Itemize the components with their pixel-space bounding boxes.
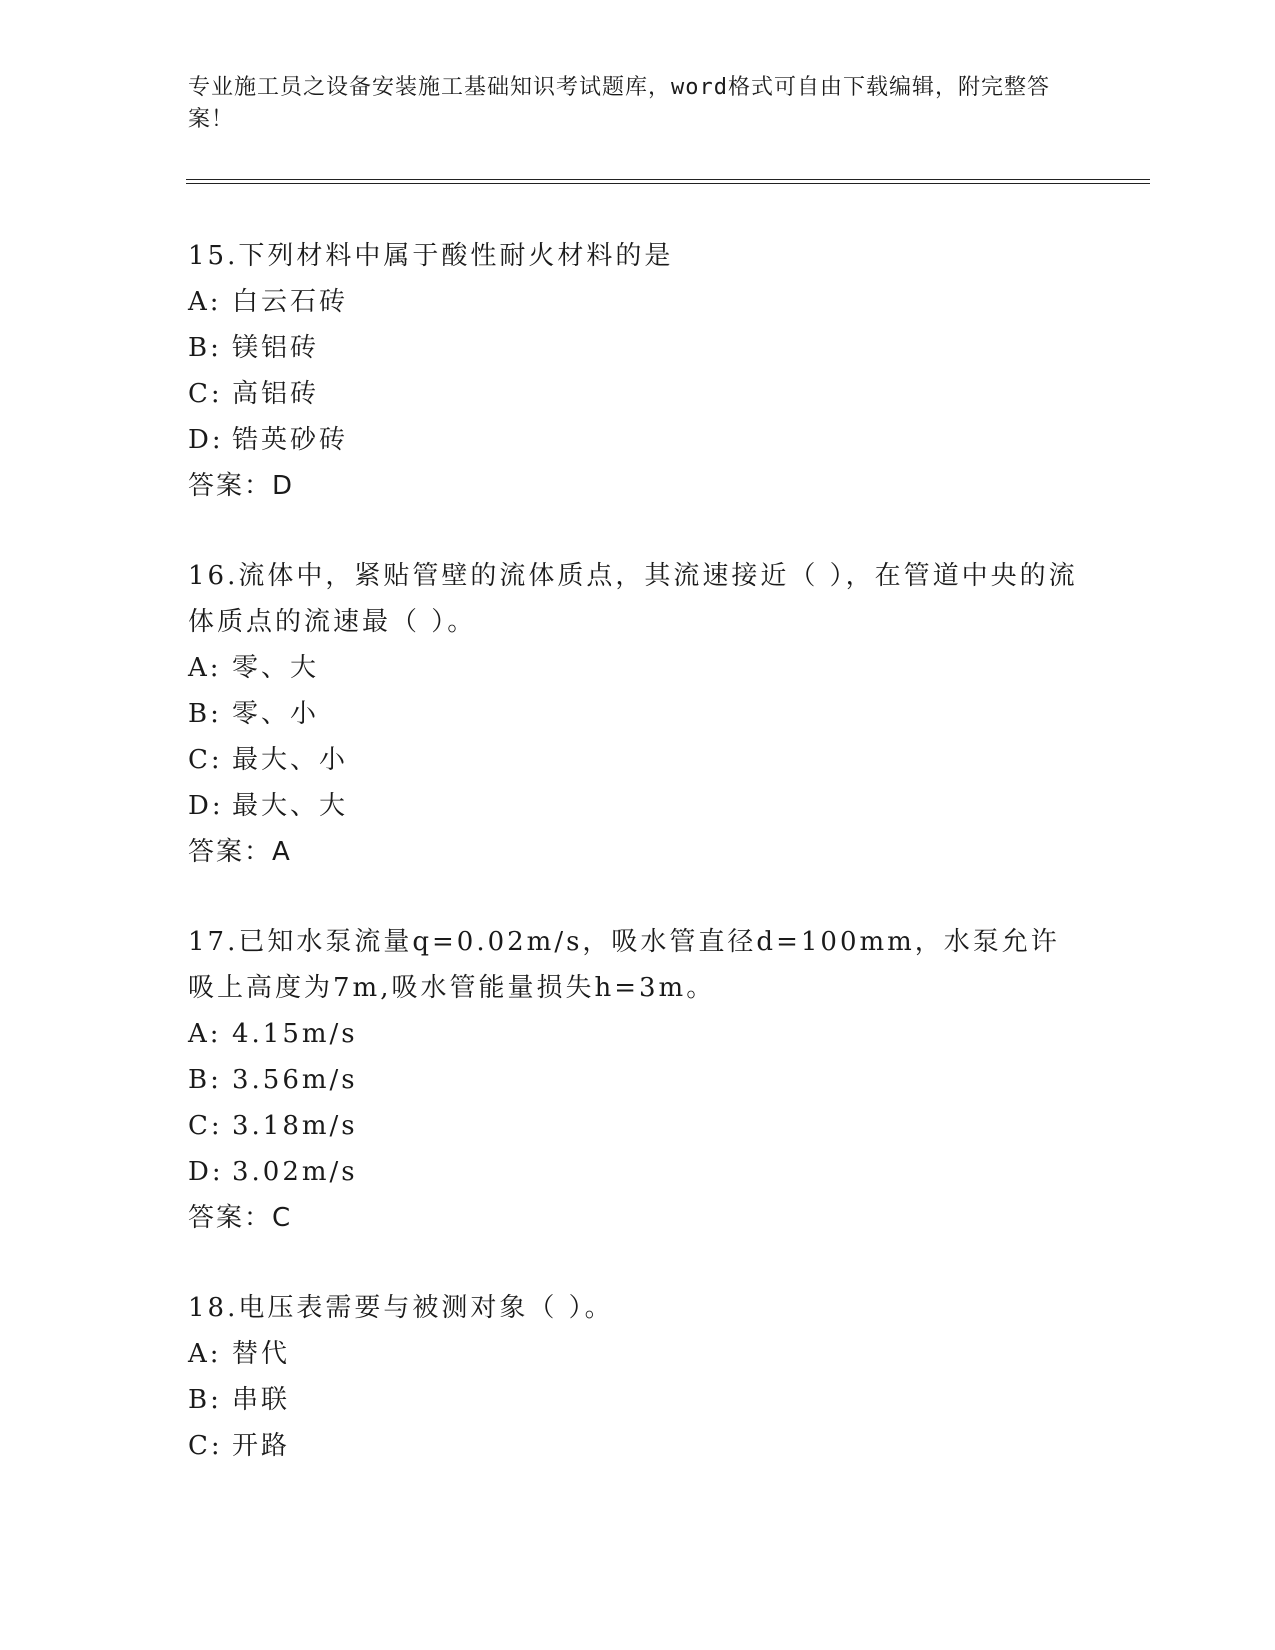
- option-text: 镁铝砖: [232, 333, 320, 363]
- question-stem: 18.电压表需要与被测对象（ ）。: [188, 1293, 614, 1323]
- option-text: 零、大: [232, 653, 320, 683]
- answer-line: 答案：A: [188, 837, 292, 867]
- option-c: [188, 1423, 1088, 1469]
- option-text: 最大、大: [232, 791, 349, 821]
- question-18: [188, 1285, 1088, 1469]
- option-text: 4.15m/s: [232, 1019, 358, 1049]
- option-key: B:: [188, 1065, 222, 1095]
- question-16: [188, 553, 1088, 875]
- option-b: [188, 691, 1088, 737]
- option-a: [188, 1011, 1088, 1057]
- option-key: C:: [188, 745, 223, 775]
- option-key: A:: [188, 1019, 222, 1049]
- option-text: 高铝砖: [232, 379, 320, 409]
- option-key: C:: [188, 379, 223, 409]
- option-text: 串联: [232, 1385, 291, 1415]
- question-15: [188, 233, 1088, 509]
- option-d: [188, 1149, 1088, 1195]
- question-list: [188, 233, 1088, 1513]
- option-key: D:: [188, 425, 224, 455]
- option-key: D:: [188, 1157, 224, 1187]
- option-key: A:: [188, 653, 222, 683]
- option-text: 3.18m/s: [232, 1111, 358, 1141]
- option-c: [188, 737, 1088, 783]
- option-b: [188, 325, 1088, 371]
- header-divider-top: [186, 179, 1150, 180]
- header-divider-bottom: [186, 183, 1150, 184]
- option-text: 开路: [232, 1431, 291, 1461]
- question-stem: 16.流体中，紧贴管壁的流体质点，其流速接近（ ），在管道中央的流体质点的流速最（ ）。: [188, 561, 1078, 637]
- option-b: [188, 1377, 1088, 1423]
- option-a: [188, 279, 1088, 325]
- option-key: A:: [188, 287, 222, 317]
- option-key: A:: [188, 1339, 222, 1369]
- option-text: 3.56m/s: [232, 1065, 358, 1095]
- option-a: [188, 1331, 1088, 1377]
- option-key: C:: [188, 1111, 223, 1141]
- question-stem: 17.已知水泵流量q=0.02m/s，吸水管直径d=100mm，水泵允许吸上高度为7m,吸水管能量损失h=3m。: [188, 927, 1060, 1003]
- option-text: 零、小: [232, 699, 320, 729]
- option-d: [188, 783, 1088, 829]
- option-key: B:: [188, 699, 222, 729]
- option-key: B:: [188, 1385, 222, 1415]
- question-17: [188, 919, 1088, 1241]
- option-text: 白云石砖: [232, 287, 349, 317]
- answer-line: 答案：D: [188, 471, 295, 501]
- option-a: [188, 645, 1088, 691]
- answer-line: 答案：C: [188, 1203, 293, 1233]
- option-text: 3.02m/s: [232, 1157, 358, 1187]
- page-header: 专业施工员之设备安装施工基础知识考试题库，word格式可自由下载编辑，附完整答案！: [188, 75, 1050, 132]
- option-c: [188, 371, 1088, 417]
- option-b: [188, 1057, 1088, 1103]
- option-c: [188, 1103, 1088, 1149]
- option-key: B:: [188, 333, 222, 363]
- option-key: C:: [188, 1431, 223, 1461]
- option-key: D:: [188, 791, 224, 821]
- option-text: 替代: [232, 1339, 291, 1369]
- option-text: 最大、小: [232, 745, 349, 775]
- option-d: [188, 417, 1088, 463]
- option-text: 锆英砂砖: [232, 425, 349, 455]
- question-stem: 15.下列材料中属于酸性耐火材料的是: [188, 241, 674, 271]
